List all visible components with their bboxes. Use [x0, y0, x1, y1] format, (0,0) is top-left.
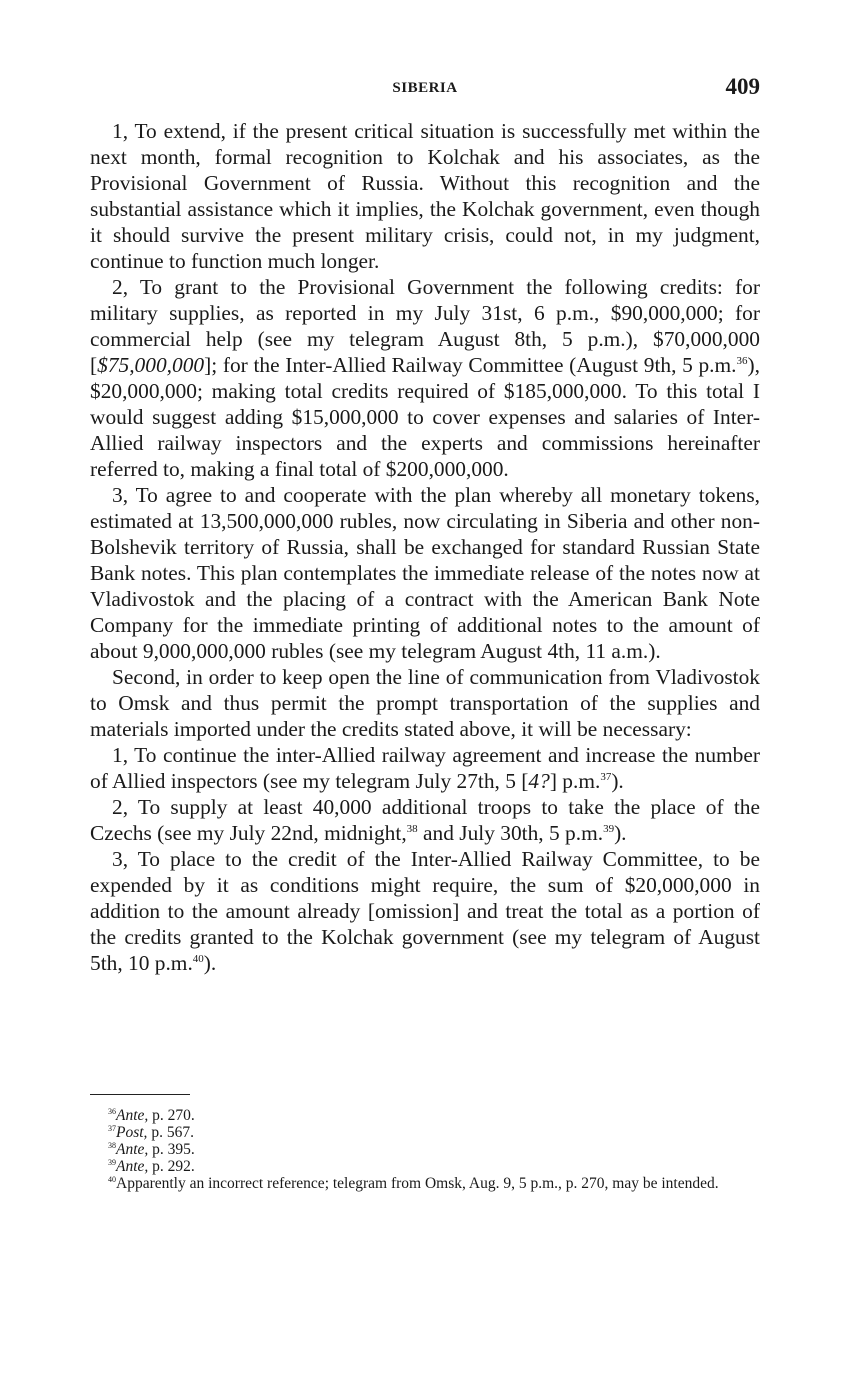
- footnote: $^{37}$Post, p. 567.: [108, 1123, 194, 1141]
- body-text: [90, 118, 760, 976]
- paragraph-troops: 2, To supply at least 40,000 additional troops to take the place of the Czechs (see my July 22nd, midnight,$^{38}$ and July 30th, 5 p.m.$^{39}$).: [90, 795, 760, 845]
- page-number: 409: [725, 74, 760, 99]
- running-head: SIBERIA: [392, 80, 458, 96]
- paragraph-second: Second, in order to keep open the line of communication from Vladivostok to Omsk and thus permit the prompt transportation of the supplies and materials imported under the credits stated above, it will be necessary:: [90, 665, 760, 741]
- paragraph-recognition: 1, To extend, if the present critical situation is successfully met within the next month, formal recognition to Kolchak and his associates, as the Provisional Government of Russia. Without this recognition and the substantial assistance which it implies, the Kolchak government, even though it should survive the present military crisis, could not, in my judgment, continue to function much longer.: [90, 119, 760, 273]
- page-header: [90, 74, 760, 104]
- footnote: $^{36}$Ante, p. 270.: [108, 1106, 195, 1124]
- paragraph-railway-agreement: 1, To continue the inter-Allied railway agreement and increase the number of Allied inspectors (see my telegram July 27th, 5 [4?] p.m.$^{37}$).: [90, 743, 760, 793]
- footnote-ref: 36: [736, 354, 748, 367]
- footnote-ref: 37: [600, 770, 612, 783]
- footnotes: [90, 1107, 760, 1192]
- paragraph-railway-committee: 3, To place to the credit of the Inter-Allied Railway Committee, to be expended by it as conditions might require, the sum of $20,000,000 in addition to the amount already [omission] and treat the total as a portion of the credits granted to the Kolchak government (see my telegram of August 5th, 10 p.m.$^{40}$).: [90, 847, 760, 975]
- footnote-ref: 38: [406, 822, 418, 835]
- footnote-divider: [90, 1094, 190, 1095]
- footnote: $^{38}$Ante, p. 395.: [108, 1140, 195, 1158]
- paragraph-credits: 2, To grant to the Provisional Government the following credits: for military supplies, as reported in my July 31st, 6 p.m., $90,000,000; for commercial help (see my telegram August 8th, 5 p.m.), $70,000,000 [$75,000,000]; for the Inter-Allied Railway Committee (August 9th, 5 p.m.$^{36}$), $20,000,000; making total credits required of $185,000,000. To this total I would suggest adding $15,000,000 to cover expenses and salaries of Inter-Allied railway inspectors and the experts and commissions hereinafter referred to, making a final total of $200,000,000.: [90, 275, 760, 481]
- paragraph-monetary-tokens: 3, To agree to and cooperate with the plan whereby all monetary tokens, estimated at 13,500,000,000 rubles, now circulating in Siberia and other non-Bolshevik territory of Russia, shall be exchanged for standard Russian State Bank notes. This plan contemplates the immediate release of the notes now at Vladivostok and the placing of a contract with the American Bank Note Company for the immediate printing of additional notes to the amount of about 9,000,000,000 rubles (see my telegram August 4th, 11 a.m.).: [90, 483, 760, 663]
- footnote: $^{40}$Apparently an incorrect reference; telegram from Omsk, Aug. 9, 5 p.m., p. 270, may be intended.: [108, 1174, 719, 1192]
- footnote: $^{39}$Ante, p. 292.: [108, 1157, 195, 1175]
- footnote-ref: 39: [603, 822, 615, 835]
- footnote-ref: 40: [192, 952, 204, 965]
